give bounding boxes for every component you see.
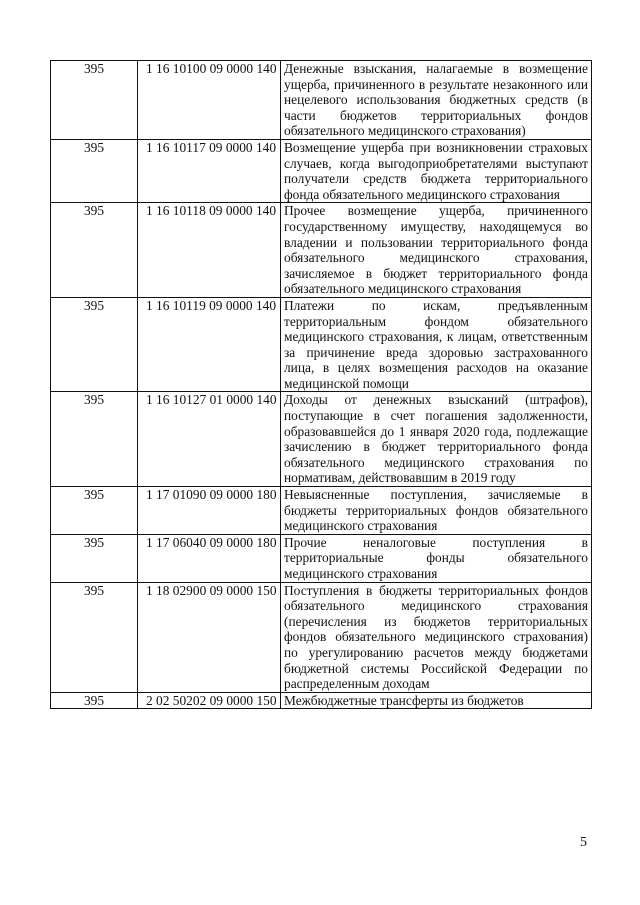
table-row <box>51 61 592 140</box>
kbk-code-cell: 1 16 10117 09 0000 140 <box>138 139 281 202</box>
admin-code-cell: 395 <box>51 203 138 298</box>
kbk-code-cell: 1 16 10127 01 0000 140 <box>138 392 281 487</box>
revenue-name-cell: Доходы от денежных взысканий (штрафов), поступающие в счет погашения задолженности, образовавшейся до 1 января 2020 года, подлежащие зачислению в бюджет территориального фонда обязательного медицинского страхования по нормативам, действовавшим в 2019 году <box>281 392 592 487</box>
table-row <box>51 297 592 392</box>
revenue-name-cell: Возмещение ущерба при возникновении страховых случаев, когда выгодоприобретателями выступают получатели средств бюджета территориального фонда обязательного медицинского страхования <box>281 139 592 202</box>
table-row <box>51 139 592 202</box>
kbk-code-cell: 1 18 02900 09 0000 150 <box>138 582 281 692</box>
table-row <box>51 534 592 582</box>
revenue-name-cell: Межбюджетные трансферты из бюджетов <box>281 692 592 709</box>
table-body <box>51 61 592 709</box>
table-row <box>51 582 592 692</box>
admin-code-cell: 395 <box>51 487 138 535</box>
revenue-name-cell: Невыясненные поступления, зачисляемые в бюджеты территориальных фондов обязательного медицинского страхования <box>281 487 592 535</box>
kbk-code-cell: 1 17 01090 09 0000 180 <box>138 487 281 535</box>
table-row <box>51 392 592 487</box>
admin-code-cell: 395 <box>51 392 138 487</box>
table-row <box>51 203 592 298</box>
kbk-code-cell: 1 16 10118 09 0000 140 <box>138 203 281 298</box>
revenue-name-cell: Прочее возмещение ущерба, причиненного государственному имуществу, находящемуся во владении и пользовании территориального фонда обязательного медицинского страхования, зачисляемое в бюджет территориального фонда обязательного медицинского страхования <box>281 203 592 298</box>
kbk-code-cell: 1 16 10119 09 0000 140 <box>138 297 281 392</box>
admin-code-cell: 395 <box>51 534 138 582</box>
table-row <box>51 487 592 535</box>
admin-code-cell: 395 <box>51 61 138 140</box>
revenue-name-cell: Денежные взыскания, налагаемые в возмещение ущерба, причиненного в результате незаконного или нецелевого использования бюджетных средств (в части бюджетов территориальных фондов обязательного медицинского страхования) <box>281 61 592 140</box>
admin-code-cell: 395 <box>51 692 138 709</box>
kbk-code-cell: 1 16 10100 09 0000 140 <box>138 61 281 140</box>
revenue-name-cell: Платежи по искам, предъявленным территориальным фондом обязательного медицинского страхования, к лицам, ответственным за причинение вреда здоровью застрахованного лица, в целях возмещения расходов на оказание медицинской помощи <box>281 297 592 392</box>
page-number: 5 <box>580 835 587 850</box>
admin-code-cell: 395 <box>51 582 138 692</box>
admin-code-cell: 395 <box>51 297 138 392</box>
revenue-codes-table <box>50 60 592 709</box>
kbk-code-cell: 2 02 50202 09 0000 150 <box>138 692 281 709</box>
kbk-code-cell: 1 17 06040 09 0000 180 <box>138 534 281 582</box>
revenue-name-cell: Прочие неналоговые поступления в территориальные фонды обязательного медицинского страхования <box>281 534 592 582</box>
revenue-name-cell: Поступления в бюджеты территориальных фондов обязательного медицинского страхования (перечисления из бюджетов территориальных фондов обязательного медицинского страхования) по урегулированию расчетов между бюджетами бюджетной системы Российской Федерации по распределенным доходам <box>281 582 592 692</box>
table-row <box>51 692 592 709</box>
admin-code-cell: 395 <box>51 139 138 202</box>
